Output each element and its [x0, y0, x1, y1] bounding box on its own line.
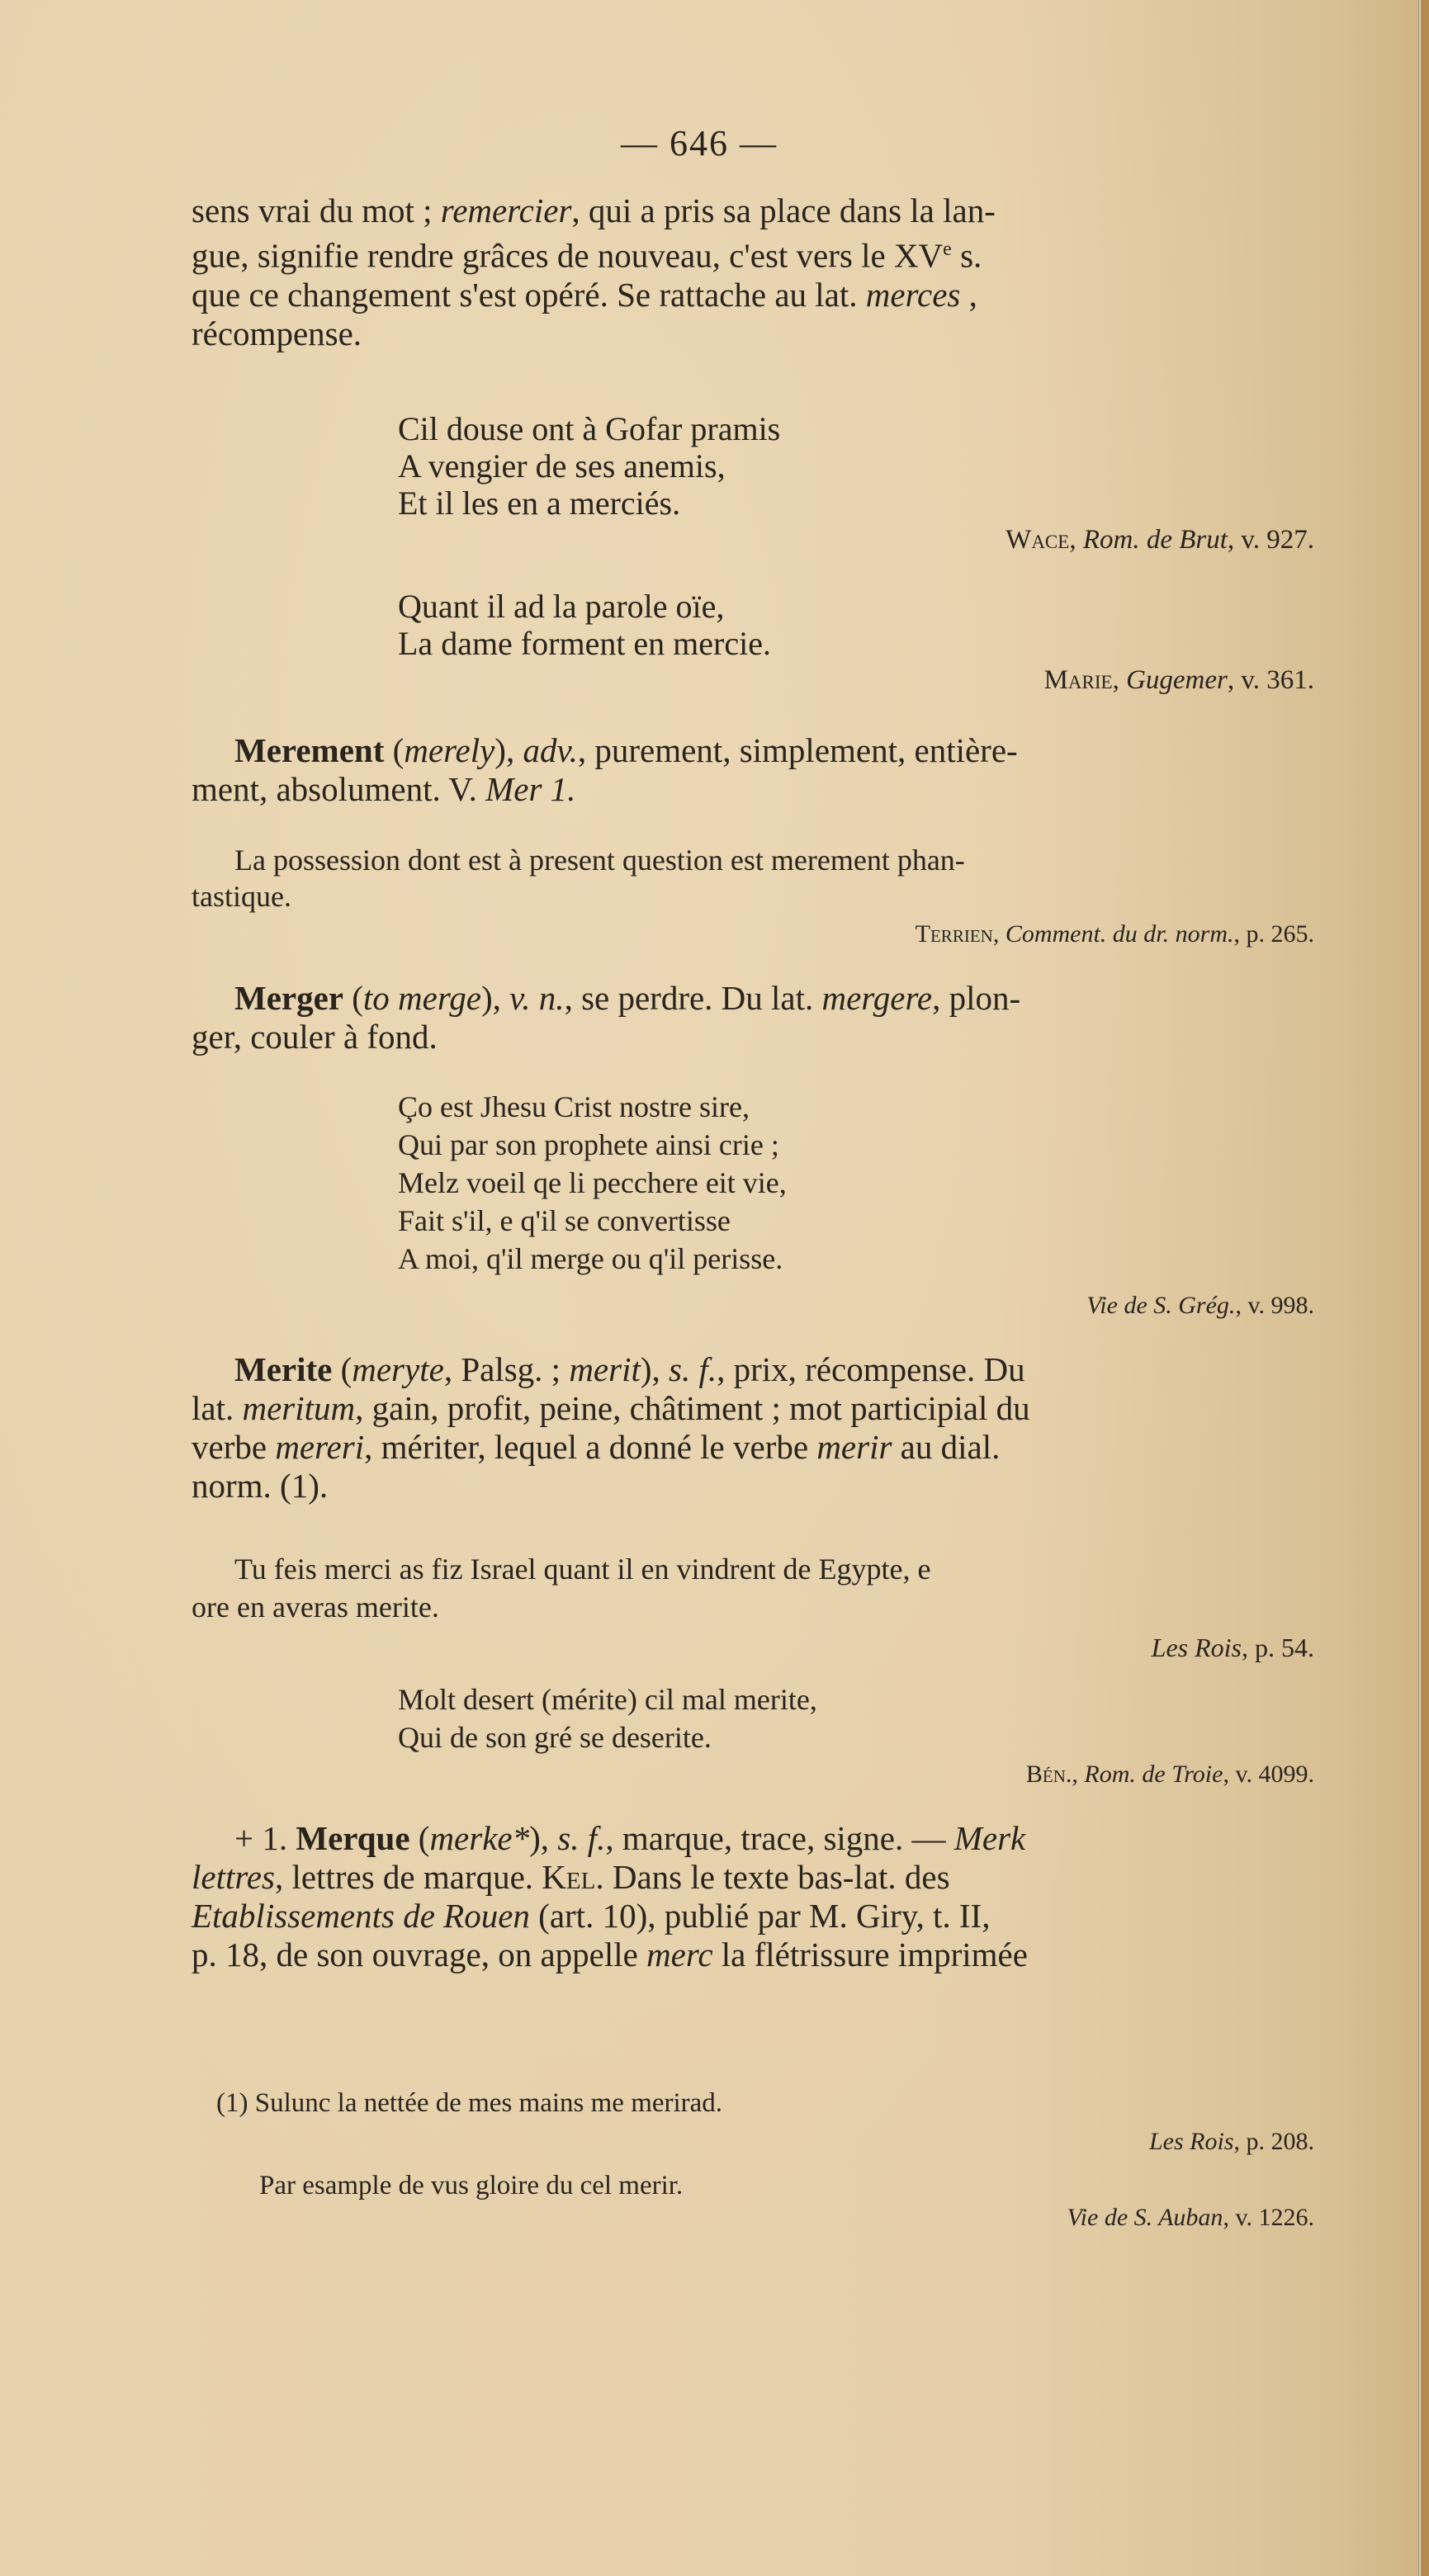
example-merement: La possession dont est à present question est merement phan- tastique. — [192, 844, 965, 913]
headword: Merement — [234, 731, 385, 769]
verse-line: Qui par son prophete ainsi crie ; — [398, 1128, 779, 1161]
headword: Merger — [234, 979, 343, 1017]
intro-paragraph — [192, 191, 1306, 353]
footnote-source-rois: Les Rois, p. 208. — [1148, 2128, 1314, 2155]
entry-merger: Merger (to merge), v. n., se perdre. Du lat. mergere, plon- ger, couler à fond. — [192, 979, 1021, 1056]
entry-merement: Merement (merely), adv., purement, simplement, entière- ment, absolument. V. Mer 1. — [192, 731, 1018, 808]
source-citation-troie: Bén., Rom. de Troie, v. 4099. — [1025, 1761, 1314, 1788]
verse-quote-wace — [398, 410, 780, 522]
footnote-marker: (1) — [216, 2088, 248, 2118]
verse-line: Cil douse ont à Gofar pramis — [398, 410, 781, 447]
source-citation-marie: Marie, Gugemer, v. 361. — [1043, 665, 1314, 695]
intro-line-3: que ce changement s'est opéré. Se rattache au lat. merces , — [192, 275, 977, 314]
source-citation-rois: Les Rois, p. 54. — [1151, 1633, 1314, 1662]
verse-quote-greg — [398, 1088, 787, 1278]
example-merite: Tu feis merci as fiz Israel quant il en vindrent de Egypte, e ore en averas merite. — [192, 1553, 931, 1624]
verse-line: Qui de son gré se deserite. — [398, 1721, 712, 1754]
footnote-source-auban: Vie de S. Auban, v. 1226. — [1067, 2204, 1314, 2231]
source-citation-wace: Wace, Rom. de Brut, v. 927. — [1006, 525, 1314, 555]
intro-line-2: gue, signifie rendre grâces de nouveau, c'est vers le XVe s. — [192, 236, 982, 275]
source-citation-greg: Vie de S. Grég., v. 998. — [1086, 1292, 1314, 1319]
book-spine-edge — [1422, 0, 1429, 2576]
verse-line: Ço est Jhesu Crist nostre sire, — [398, 1090, 750, 1123]
footnote-example-2: Par esample de vus gloire du cel merir. — [259, 2171, 684, 2200]
headword: Merite — [234, 1350, 333, 1388]
intro-line-4: récompense. — [192, 314, 362, 352]
footnote-1: (1) Sulunc la nettée de mes mains me merirad. — [216, 2088, 723, 2118]
cross-reference: Mer 1. — [485, 770, 576, 808]
source-citation-terrien: Terrien, Comment. du dr. norm., p. 265. — [915, 920, 1314, 948]
verse-line: La dame forment en mercie. — [398, 625, 771, 662]
headword: Merque — [296, 1819, 410, 1857]
footnote-reference: norm. (1). — [192, 1467, 329, 1505]
verse-line: Fait s'il, e q'il se convertisse — [398, 1204, 731, 1237]
cross-mark: + — [234, 1819, 254, 1857]
verse-quote-marie — [398, 588, 771, 662]
verse-line: Melz voeil qe li pecchere eit vie, — [398, 1166, 787, 1199]
intro-line-1: sens vrai du mot ; remercier, qui a pris sa place dans la lan- — [192, 191, 996, 229]
verse-line: A vengier de ses anemis, — [398, 447, 726, 484]
entry-merque: + 1. Merque (merke*), s. f., marque, trace, signe. — Merk lettres, lettres de marque. Kel. Dans le texte bas-lat. des Etablissements de Rouen (art. 10), publié par M. Giry, t. II, p. 18, de son ouvrage, on appelle merc la flétrissure imprimée — [192, 1819, 1028, 1973]
entry-merite: Merite (meryte, Palsg. ; merit), s. f., prix, récompense. Du lat. meritum, gain, profit, peine, châtiment ; mot participial du verbe mereri, mériter, lequel a donné le verbe merir au dial. norm. (1). — [192, 1350, 1306, 1505]
verse-line: Molt desert (mérite) cil mal merite, — [398, 1683, 817, 1716]
italic-word: remercier — [440, 191, 572, 229]
verse-line: Et il les en a merciés. — [398, 484, 681, 522]
verse-line: A moi, q'il merge ou q'il perisse. — [398, 1242, 783, 1275]
verse-quote-troie — [398, 1680, 817, 1756]
page-number: — 646 — — [621, 123, 778, 163]
verse-line: Quant il ad la parole oïe, — [398, 588, 725, 625]
